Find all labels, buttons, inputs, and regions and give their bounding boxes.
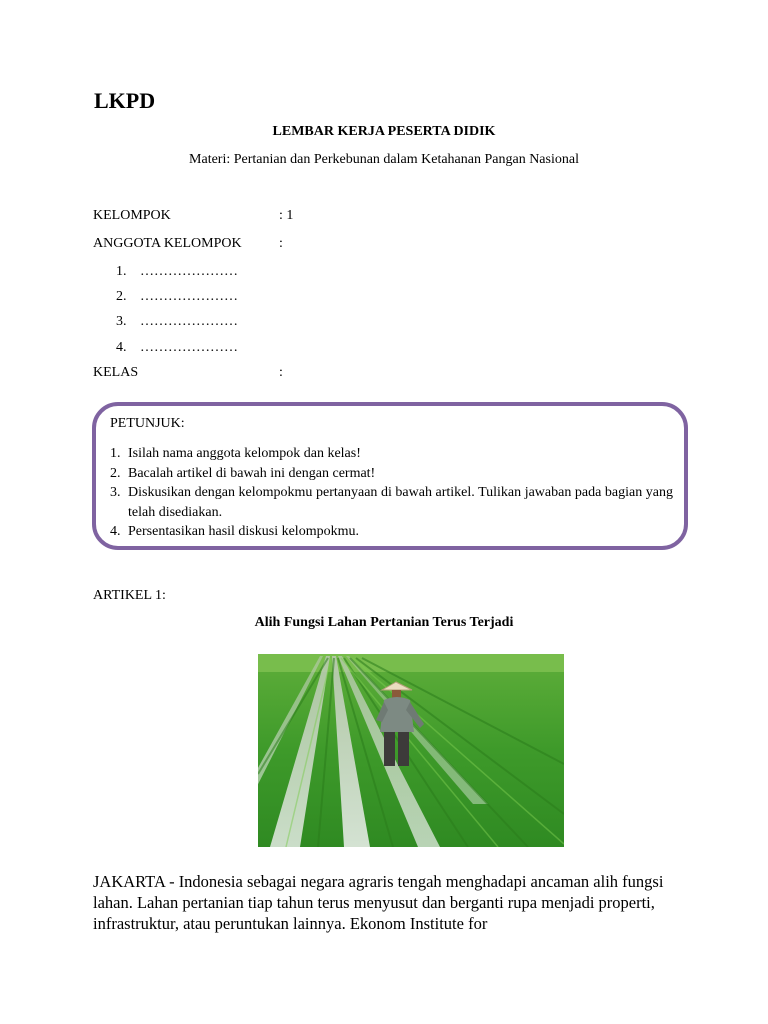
materi-line: Materi: Pertanian dan Perkebunan dalam Ketahanan Pangan Nasional (189, 152, 579, 167)
member-blank: ………………… (140, 289, 238, 304)
instruction-item (110, 444, 673, 464)
instruction-text: Isilah nama anggota kelompok dan kelas! (128, 446, 361, 461)
member-number: 3. (116, 314, 127, 329)
instruction-text: Bacalah artikel di bawah ini dengan cermat! (128, 465, 376, 481)
anggota-value: : (279, 236, 283, 251)
instruction-number: 1. (110, 446, 121, 461)
member-number: 2. (116, 289, 127, 304)
instruction-number: 4. (110, 524, 121, 539)
member-blank: ………………… (140, 264, 238, 279)
member-item (116, 289, 238, 305)
instruction-text: Diskusikan dengan kelompokmu pertanyaan di bawah artikel. Tulikan jawaban pada bagian yang telah disediakan. (128, 485, 673, 520)
instructions-list (110, 444, 673, 542)
instruction-item (110, 483, 673, 522)
kelas-value: : (279, 365, 283, 380)
member-item (116, 264, 238, 280)
instruction-item (110, 464, 673, 484)
document-title: LKPD (94, 88, 156, 113)
anggota-label: ANGGOTA KELOMPOK (93, 236, 242, 251)
instruction-number: 3. (110, 485, 121, 500)
member-blank: ………………… (140, 314, 238, 329)
member-item (116, 340, 238, 356)
member-blank: ………………… (140, 340, 238, 355)
instruction-item (110, 522, 673, 542)
instruction-number: 2. (110, 465, 121, 481)
article-title: Alih Fungsi Lahan Pertanian Terus Terjadi (254, 615, 514, 630)
instruction-text: Persentasikan hasil diskusi kelompokmu. (128, 524, 359, 539)
member-number: 4. (116, 340, 127, 355)
article-body: JAKARTA - Indonesia sebagai negara agraris tengah menghadapi ancaman alih fungsi lahan. Lahan pertanian tiap tahun terus menyusut dan berganti rupa menjadi properti, infrastruktur, atau peruntukan lainnya. Ekonom Institute for (93, 872, 664, 933)
kelas-label: KELAS (93, 365, 139, 380)
instructions-title: PETUNJUK: (110, 416, 185, 431)
kelompok-label: KELOMPOK (93, 208, 171, 223)
member-item (116, 314, 238, 330)
member-number: 1. (116, 264, 127, 279)
article-label: ARTIKEL 1: (93, 588, 166, 603)
rice-field-photo (258, 654, 564, 847)
document-subtitle: LEMBAR KERJA PESERTA DIDIK (272, 124, 496, 139)
kelompok-value: : 1 (279, 208, 294, 223)
